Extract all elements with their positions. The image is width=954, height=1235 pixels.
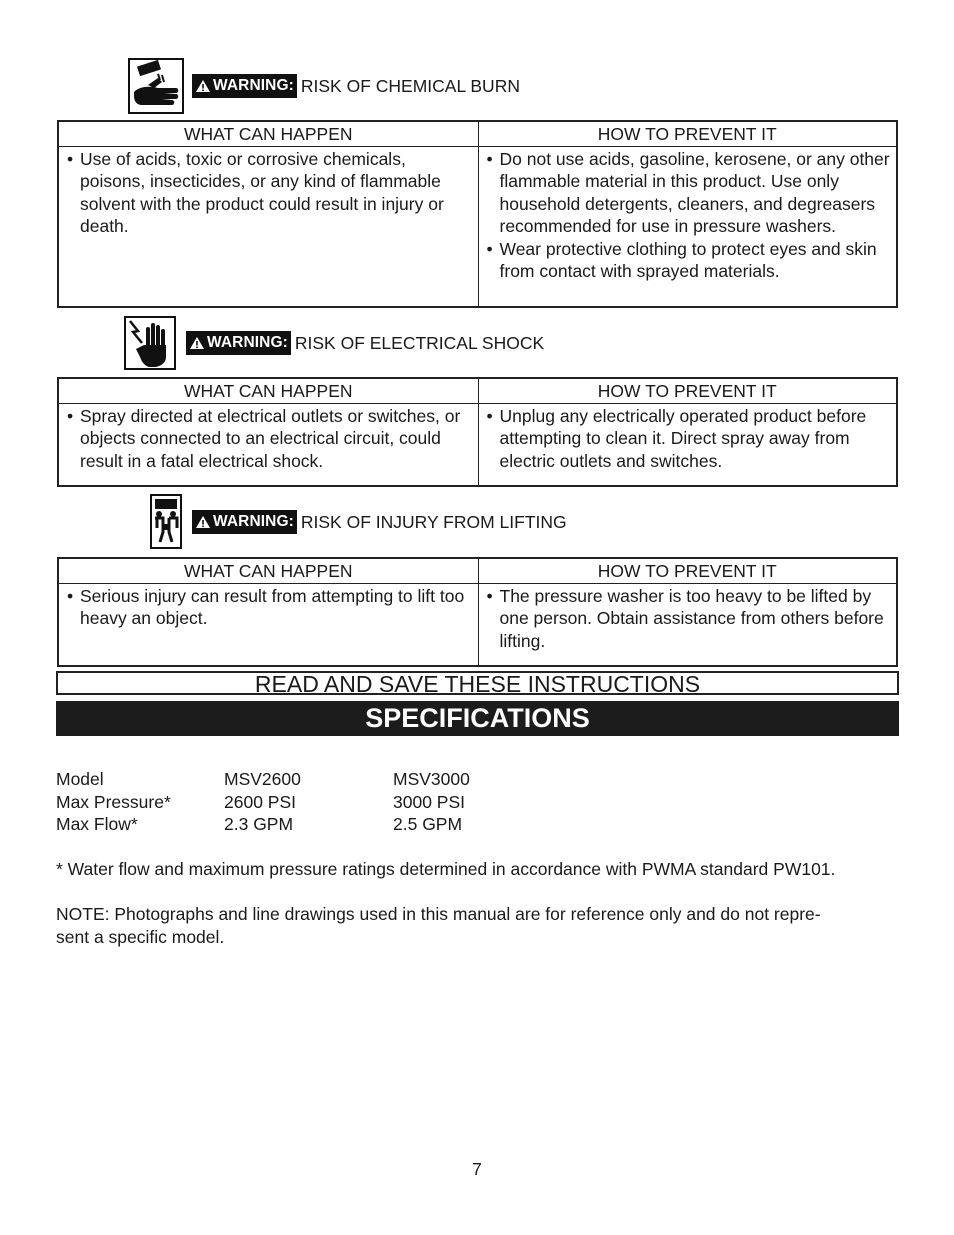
spec-value: 2.5 GPM xyxy=(393,814,463,834)
specifications-table xyxy=(56,768,470,836)
warning-badge: WARNING: xyxy=(186,331,291,355)
alert-triangle-icon xyxy=(195,515,211,529)
column-header-how-to-prevent: HOW TO PREVENT IT xyxy=(478,121,897,146)
what-can-happen-cell xyxy=(58,583,478,666)
what-can-happen-cell xyxy=(58,146,478,307)
column-header-what-can-happen: WHAT CAN HAPPEN xyxy=(58,558,478,583)
read-and-save-banner: READ AND SAVE THESE INSTRUCTIONS xyxy=(56,671,899,695)
specifications-heading: SPECIFICATIONS xyxy=(56,701,899,736)
what-can-happen-cell xyxy=(58,403,478,486)
column-header-how-to-prevent: HOW TO PREVENT IT xyxy=(478,378,897,403)
spec-value: MSV3000 xyxy=(393,769,470,789)
ratings-footnote: * Water flow and maximum pressure ratings determined in accordance with PWMA standard PW101. xyxy=(56,859,836,879)
warning-badge: WARNING: xyxy=(192,510,297,534)
spec-value: 2600 PSI xyxy=(224,791,296,812)
page-number: 7 xyxy=(472,1159,482,1179)
warning-badge: WARNING: xyxy=(192,74,297,98)
column-header-what-can-happen: WHAT CAN HAPPEN xyxy=(58,121,478,146)
warning-title: RISK OF CHEMICAL BURN xyxy=(300,75,520,96)
reference-note xyxy=(56,903,898,948)
column-header-how-to-prevent: HOW TO PREVENT IT xyxy=(478,558,897,583)
spec-row-max-pressure xyxy=(56,791,470,814)
list-item: • Serious injury can result from attempting to lift too heavy an object. xyxy=(66,585,472,630)
warning-header-chemical xyxy=(128,58,520,114)
warning-title: RISK OF INJURY FROM LIFTING xyxy=(300,511,567,532)
electrical-shock-icon xyxy=(122,315,178,371)
alert-triangle-icon xyxy=(195,79,211,93)
warning-header-lifting xyxy=(138,494,567,550)
spec-value: 2.3 GPM xyxy=(224,814,294,834)
spec-label: Model xyxy=(56,769,104,789)
list-item: • Do not use acids, gasoline, kerosene, or any other flammable material in this product. Use only household detergents, cleaners, and degreasers recommended for use in pressure washers. xyxy=(486,148,891,238)
how-to-prevent-cell xyxy=(478,403,897,486)
list-item: • Wear protective clothing to protect eyes and skin from contact with sprayed materials. xyxy=(486,238,891,283)
note-line: sent a specific model. xyxy=(56,926,225,947)
spec-label: Max Flow* xyxy=(56,814,138,834)
risk-table-lifting xyxy=(57,557,898,667)
list-item: • Unplug any electrically operated product before attempting to clean it. Direct spray away from electric outlets and switches. xyxy=(486,405,891,473)
chemical-burn-icon xyxy=(128,58,184,114)
risk-table-chemical xyxy=(57,120,898,308)
spec-row-model xyxy=(56,768,470,791)
alert-triangle-icon xyxy=(189,336,205,350)
column-header-what-can-happen: WHAT CAN HAPPEN xyxy=(58,378,478,403)
note-line: NOTE: Photographs and line drawings used in this manual are for reference only and do not repre- xyxy=(56,904,821,924)
how-to-prevent-cell xyxy=(478,146,897,307)
spec-value: 3000 PSI xyxy=(393,791,465,812)
warning-header-electrical xyxy=(122,315,544,371)
list-item: • Use of acids, toxic or corrosive chemicals, poisons, insecticides, or any kind of flammable solvent with the product could result in injury or death. xyxy=(66,148,472,238)
heavy-lifting-icon xyxy=(138,494,194,550)
how-to-prevent-cell xyxy=(478,583,897,666)
spec-value: MSV2600 xyxy=(224,769,301,789)
risk-table-electrical xyxy=(57,377,898,487)
spec-row-max-flow xyxy=(56,813,470,836)
spec-label: Max Pressure* xyxy=(56,791,171,812)
list-item: • Spray directed at electrical outlets or switches, or objects connected to an electrical circuit, could result in a fatal electrical shock. xyxy=(66,405,472,473)
warning-title: RISK OF ELECTRICAL SHOCK xyxy=(294,332,545,353)
list-item: • The pressure washer is too heavy to be lifted by one person. Obtain assistance from others before lifting. xyxy=(486,585,891,653)
